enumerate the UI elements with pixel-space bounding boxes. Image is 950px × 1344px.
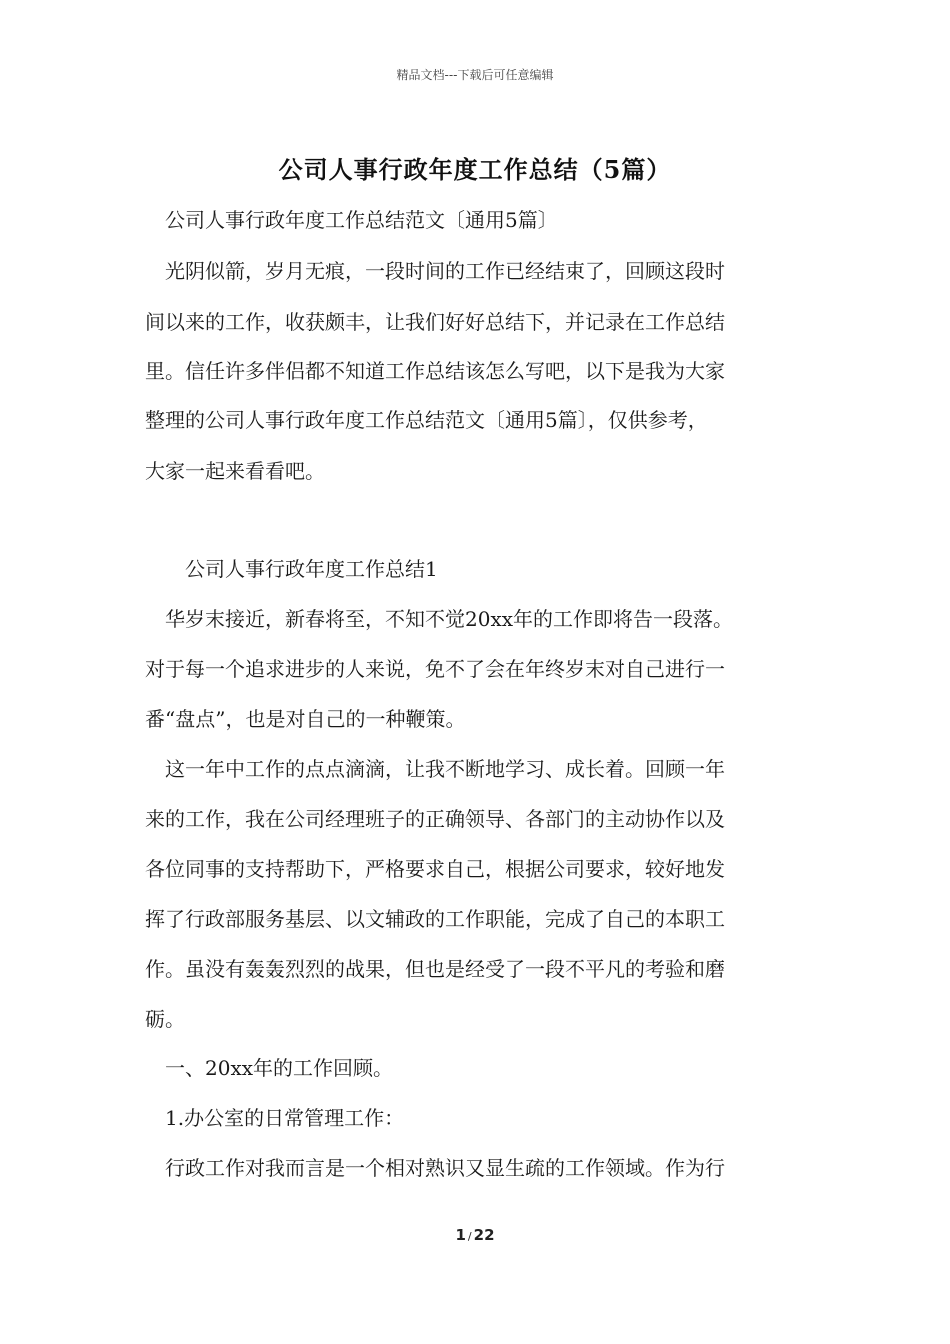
body-line: 间以来的工作，收获颇丰，让我们好好总结下，并记录在工作总结 [145,310,725,334]
subtitle-line: 公司人事行政年度工作总结范文〔通用5篇〕 [145,208,558,232]
page-number [0,1226,950,1244]
body-line: 整理的公司人事行政年度工作总结范文〔通用5篇〕，仅供参考， [145,408,708,432]
body-line: 作。虽没有轰轰烈烈的战果，但也是经受了一段不平凡的考验和磨 [145,957,725,981]
body-line: 这一年中工作的点点滴滴，让我不断地学习、成长着。回顾一年 [145,757,725,781]
body-line: 挥了行政部服务基层、以文辅政的工作职能，完成了自己的本职工 [145,907,725,931]
body-line: 行政工作对我而言是一个相对熟识又显生疏的工作领域。作为行 [145,1156,725,1180]
subsection-heading: 一、20xx年的工作回顾。 [145,1056,394,1080]
body-line: 里。信任许多伴侣都不知道工作总结该怎么写吧，以下是我为大家 [145,359,725,383]
section-heading: 公司人事行政年度工作总结1 [145,557,438,581]
body-line: 来的工作，我在公司经理班子的正确领导、各部门的主动协作以及 [145,807,725,831]
page-separator: / [467,1230,472,1243]
subsection-heading: 1.办公室的日常管理工作： [145,1106,405,1130]
body-line: 各位同事的支持帮助下，严格要求自己，根据公司要求，较好地发 [145,857,725,881]
body-line: 番“盘点”，也是对自己的一种鞭策。 [145,707,466,731]
body-line: 砺。 [145,1007,185,1031]
document-title: 公司人事行政年度工作总结（5篇） [278,155,672,184]
header-note: 精品文档---下载后可任意编辑 [396,68,554,82]
page-current: 1 [455,1226,466,1244]
body-line: 光阴似箭，岁月无痕，一段时间的工作已经结束了，回顾这段时 [145,259,725,283]
body-line: 华岁末接近，新春将至，不知不觉20xx年的工作即将告一段落。 [145,607,734,631]
body-line: 对于每一个追求进步的人来说，免不了会在年终岁末对自己进行一 [145,657,725,681]
body-line: 大家一起来看看吧。 [145,459,325,483]
page-total: 22 [473,1226,495,1244]
